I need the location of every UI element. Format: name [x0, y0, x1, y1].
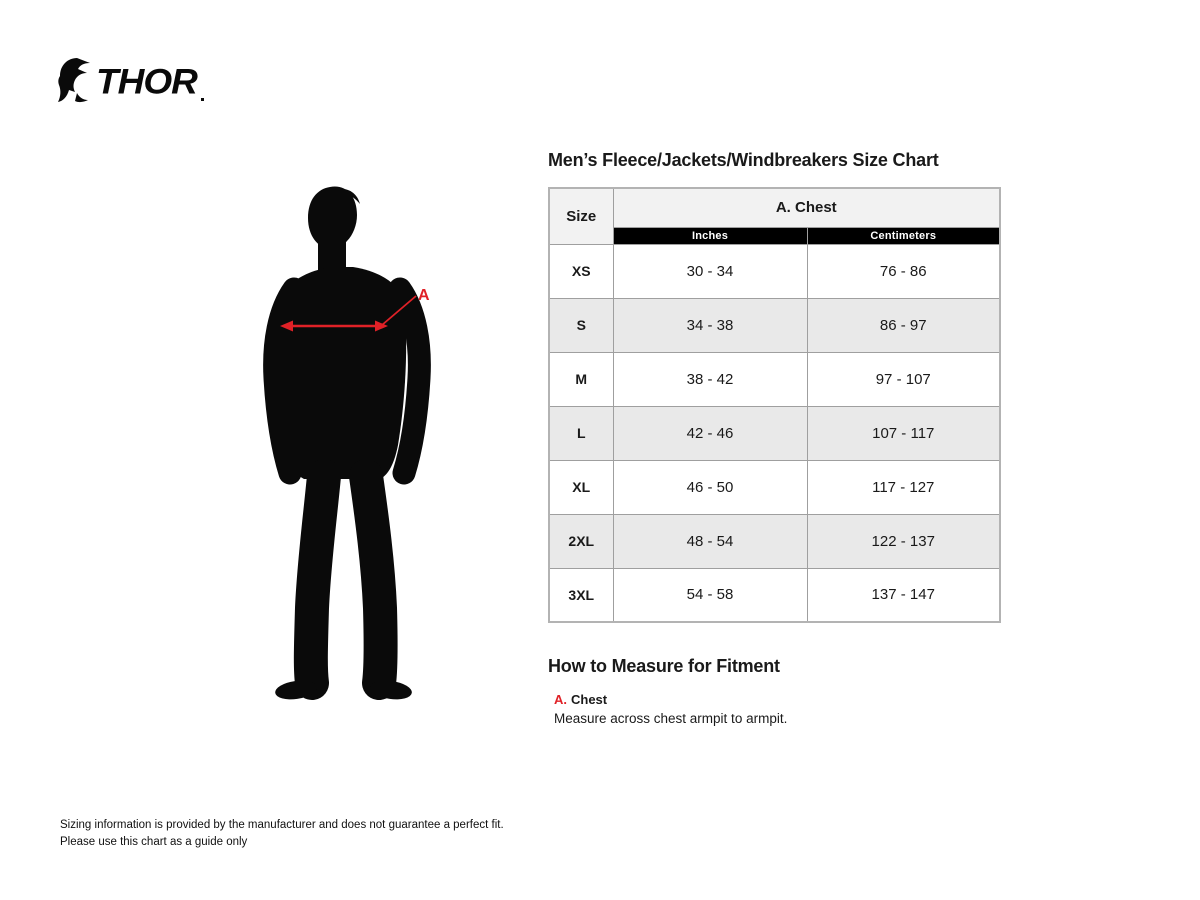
thor-logo-text: THOR [96, 61, 197, 101]
size-cell: 2XL [549, 514, 613, 568]
howto-title: How to Measure for Fitment [548, 656, 780, 676]
centimeters-cell: 86 - 97 [807, 298, 1000, 352]
centimeters-cell: 117 - 127 [807, 460, 1000, 514]
centimeters-cell: 107 - 117 [807, 406, 1000, 460]
sizing-disclaimer [60, 817, 504, 850]
male-silhouette-figure [252, 183, 442, 708]
column-header-chest: A. Chest [613, 188, 1000, 227]
table-row [549, 352, 1000, 406]
size-cell: L [549, 406, 613, 460]
column-header-size: Size [549, 188, 613, 244]
disclaimer-line-2: Please use this chart as a guide only [60, 835, 248, 848]
measure-label-a: A [418, 287, 430, 304]
logo-trademark-dot [201, 98, 204, 101]
inches-cell: 30 - 34 [613, 244, 807, 298]
inches-cell: 48 - 54 [613, 514, 807, 568]
size-cell: XS [549, 244, 613, 298]
inches-cell: 54 - 58 [613, 568, 807, 622]
size-cell: XL [549, 460, 613, 514]
size-chart-table [548, 187, 1001, 623]
centimeters-cell: 76 - 86 [807, 244, 1000, 298]
disclaimer-line-1: Sizing information is provided by the manufacturer and does not guarantee a perfect fit. [60, 819, 504, 831]
measure-item-letter: A. [554, 692, 567, 707]
table-row [549, 460, 1000, 514]
measure-item-description: Measure across chest armpit to armpit. [554, 711, 788, 726]
thor-horn-icon [57, 56, 91, 106]
size-chart-section [548, 150, 1000, 726]
table-row [549, 514, 1000, 568]
man-silhouette [274, 187, 419, 702]
thor-logo [57, 56, 204, 106]
inches-cell: 38 - 42 [613, 352, 807, 406]
column-header-inches: Inches [613, 227, 807, 244]
table-row [549, 298, 1000, 352]
size-cell: S [549, 298, 613, 352]
measure-item-chest [548, 692, 1000, 707]
size-cell: M [549, 352, 613, 406]
inches-cell: 34 - 38 [613, 298, 807, 352]
column-header-centimeters: Centimeters [807, 227, 1000, 244]
inches-cell: 42 - 46 [613, 406, 807, 460]
table-row [549, 568, 1000, 622]
size-cell: 3XL [549, 568, 613, 622]
table-row [549, 406, 1000, 460]
measure-item-name: Chest [571, 692, 608, 707]
centimeters-cell: 122 - 137 [807, 514, 1000, 568]
size-chart-title: Men’s Fleece/Jackets/Windbreakers Size Chart [548, 150, 939, 170]
inches-cell: 46 - 50 [613, 460, 807, 514]
table-row [549, 244, 1000, 298]
centimeters-cell: 137 - 147 [807, 568, 1000, 622]
centimeters-cell: 97 - 107 [807, 352, 1000, 406]
